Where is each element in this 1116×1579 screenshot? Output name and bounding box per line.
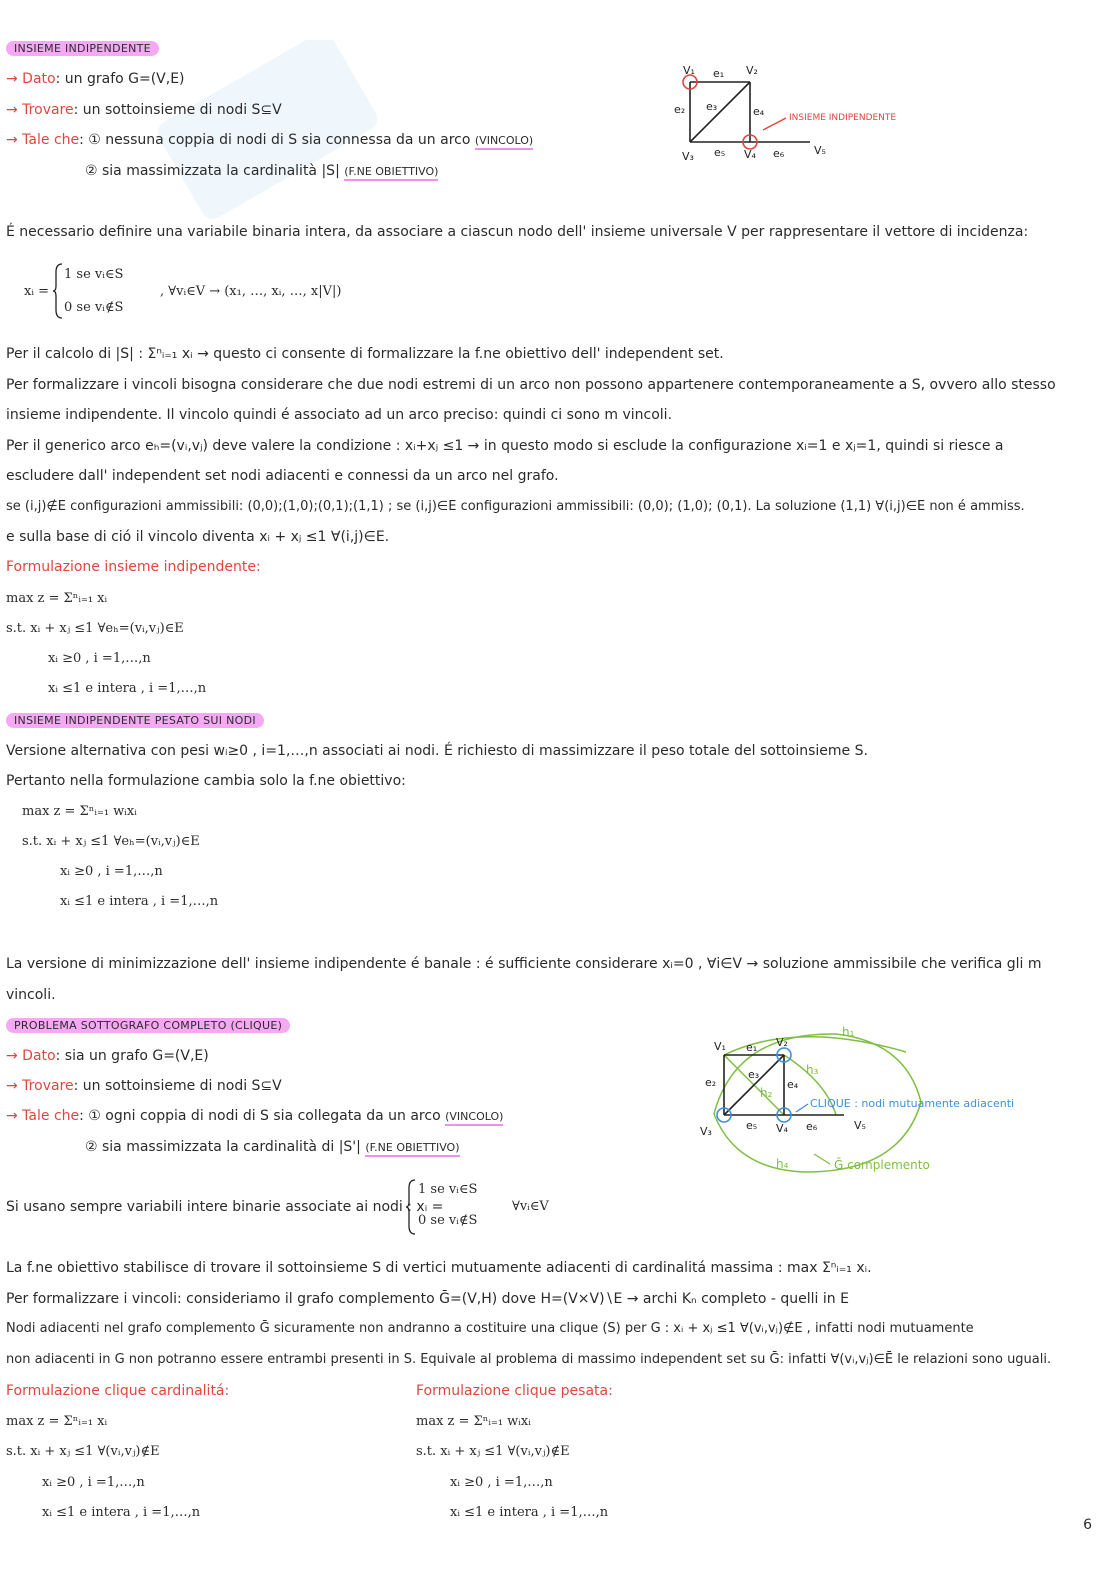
label-e5: e₅ [746, 1119, 758, 1132]
constraint-tag: (VINCOLO) [475, 134, 533, 150]
label-v1: V₁ [683, 64, 695, 77]
watermark [130, 40, 530, 220]
clique-case-not-in-set: 0 se vᵢ∉S [418, 1213, 478, 1228]
clique-objective-tag: (F.NE OBIETTIVO) [365, 1141, 459, 1157]
paragraph-minimization-2: vincoli. [6, 987, 56, 1003]
clique-such-that-line-1: → Tale che: ① ogni coppia di nodi di S sia collegata da un arco (VINCOLO) [6, 1108, 504, 1124]
clique-annotation-arrow [796, 1104, 808, 1112]
weighted-integrality: xᵢ ≤1 e intera , i =1,…,n [60, 894, 219, 909]
graph-clique [696, 1022, 1026, 1182]
clique-weighted-integrality: xᵢ ≤1 e intera , i =1,…,n [450, 1505, 609, 1520]
label-e3: e₃ [748, 1068, 760, 1081]
paragraph-minimization-1: La versione di minimizzazione dell' insieme indipendente é banale : é sufficiente considerare xᵢ=0 , ∀i∈V → soluzione ammissibile che verifica gli m [6, 956, 1042, 972]
label-h4: h₄ [776, 1157, 789, 1171]
formulation-objective: max z = Σⁿᵢ₌₁ xᵢ [6, 591, 108, 606]
label-v4: V₄ [776, 1122, 788, 1135]
clique-cardinality-integrality: xᵢ ≤1 e intera , i =1,…,n [42, 1505, 201, 1520]
paragraph-edge-condition-1: Per il generico arco eₕ=(vᵢ,vⱼ) deve valere la condizione : xᵢ+xⱼ ≤1 → in questo modo si esclude la configurazione xᵢ=1 e xⱼ=1, quindi si riesce a [6, 438, 1004, 454]
label-e6: e₆ [773, 147, 785, 160]
case-not-in-set: 0 se vᵢ∉S [64, 300, 124, 315]
paragraph-constraints-1: Per formalizzare i vincoli bisogna considerare che due nodi estremi di un arco non possono appartenere contemporaneamente a S, ovvero allo stesso [6, 377, 1056, 393]
section-title-weighted-independent-set: INSIEME INDIPENDENTE PESATO SUI NODI [6, 711, 264, 730]
clique-given-line: → Dato: sia un grafo G=(V,E) [6, 1048, 209, 1064]
label-h3: h₃ [806, 1063, 819, 1077]
page-number: 6 [1083, 1517, 1092, 1533]
label-e5: e₅ [714, 146, 726, 159]
formulation-title-clique-cardinality: Formulazione clique cardinalitá: [6, 1383, 230, 1399]
objective-tag: (F.NE OBIETTIVO) [344, 165, 438, 181]
clique-binary-variables: Si usano sempre variabili intere binarie associate ai nodi : xᵢ = [6, 1199, 444, 1215]
label-v4: V₄ [744, 148, 756, 161]
edge-e3 [690, 82, 750, 142]
formulation-integrality: xᵢ ≤1 e intera , i =1,…,n [48, 681, 207, 696]
clique-find-line: → Trovare: un sottoinsieme di nodi S⊆V [6, 1078, 282, 1094]
section-title-independent-set: INSIEME INDIPENDENTE [6, 39, 159, 58]
weighted-nonnegativity: xᵢ ≥0 , i =1,…,n [60, 864, 163, 879]
paragraph-configurations-1: se (i,j)∉E configurazioni ammissibili: (0,0);(1,0);(0,1);(1,1) ; se (i,j)∈E configurazioni ammissibili: (0,0); (1,0); (0,1). La soluzione (1,1) ∀(i,j)∈E non é ammiss. [6, 499, 1025, 514]
such-that-line-1: → Tale che: ① nessuna coppia di nodi di S sia connessa da un arco (VINCOLO) [6, 132, 534, 148]
clique-weighted-constraint: s.t. xᵢ + xⱼ ≤1 ∀(vᵢ,vⱼ)∉E [416, 1444, 570, 1459]
section-title-clique: PROBLEMA SOTTOGRAFO COMPLETO (CLIQUE) [6, 1016, 290, 1035]
complement-annotation-arrow [814, 1154, 830, 1164]
label-e4: e₄ [787, 1078, 799, 1091]
clique-cardinality-constraint: s.t. xᵢ + xⱼ ≤1 ∀(vᵢ,vⱼ)∉E [6, 1444, 160, 1459]
clique-constraint-tag: (VINCOLO) [445, 1110, 503, 1126]
formulation-title-independent-set: Formulazione insieme indipendente: [6, 559, 261, 575]
label-e1: e₁ [746, 1041, 758, 1054]
annotation-arrow [763, 118, 786, 130]
label-e4: e₄ [753, 105, 765, 118]
clique-cardinality-objective: max z = Σⁿᵢ₌₁ xᵢ [6, 1414, 108, 1429]
formulation-title-clique-weighted: Formulazione clique pesata: [416, 1383, 613, 1399]
given-line: → Dato: un grafo G=(V,E) [6, 71, 185, 87]
paragraph-complement-graph: Per formalizzare i vincoli: consideriamo il grafo complemento Ḡ=(V,H) dove H=(V×V)∖E → archi Kₙ completo - quelli in E [6, 1291, 849, 1307]
brace-icon [52, 262, 64, 320]
clique-annotation: CLIQUE : nodi mutuamente adiacenti [810, 1097, 1015, 1110]
annotation-independent-set: INSIEME INDIPENDENTE [789, 113, 897, 123]
label-e1: e₁ [713, 67, 725, 80]
weighted-constraint: s.t. xᵢ + xⱼ ≤1 ∀eₕ=(vᵢ,vⱼ)∈E [22, 834, 200, 849]
label-e2: e₂ [674, 103, 686, 116]
paragraph-cardinality: Per il calcolo di |S| : Σⁿᵢ₌₁ xᵢ → questo ci consente di formalizzare la f.ne obiettivo dell' independent set. [6, 346, 724, 362]
clique-brace-icon [405, 1178, 417, 1236]
paragraph-clique-constraints-1: Nodi adiacenti nel grafo complemento Ḡ sicuramente non andranno a costituire una clique (S) per G : xᵢ + xⱼ ≤1 ∀(vᵢ,vⱼ)∉E , infatti nodi mutuamente [6, 1321, 974, 1336]
clique-forall: ∀vᵢ∈V [512, 1199, 549, 1214]
clique-case-in-set: 1 se vᵢ∈S [418, 1182, 478, 1197]
formulation-nonnegativity: xᵢ ≥0 , i =1,…,n [48, 651, 151, 666]
graph-independent-set [668, 58, 928, 168]
complement-annotation: Ḡ complemento [834, 1158, 930, 1172]
label-v5: V₅ [854, 1119, 866, 1132]
label-v3: V₃ [682, 150, 694, 163]
such-that-line-2: ② sia massimizzata la cardinalità |S| (F.NE OBIETTIVO) [85, 163, 439, 179]
paragraph-binary-variable: É necessario definire una variabile binaria intera, da associare a ciascun nodo dell' insieme universale V per rappresentare il vettore di incidenza: [6, 224, 1029, 240]
label-v5: V₅ [814, 144, 826, 157]
paragraph-configurations-2: e sulla base di ció il vincolo diventa xᵢ + xⱼ ≤1 ∀(i,j)∈E. [6, 529, 390, 545]
label-e6: e₆ [806, 1120, 818, 1133]
label-v2: V₂ [776, 1036, 788, 1049]
find-line: → Trovare: un sottoinsieme di nodi S⊆V [6, 102, 282, 118]
label-v1: V₁ [714, 1040, 726, 1053]
label-e3: e₃ [706, 100, 718, 113]
paragraph-constraints-2: insieme indipendente. Il vincolo quindi é associato ad un arco preciso: quindi ci sono m vincoli. [6, 407, 673, 423]
label-e2: e₂ [705, 1076, 717, 1089]
paragraph-clique-objective: La f.ne obiettivo stabilisce di trovare il sottoinsieme S di vertici mutuamente adiacenti di cardinalitá massima : max Σⁿᵢ₌₁ xᵢ. [6, 1260, 872, 1276]
paragraph-weighted-version: Versione alternativa con pesi wᵢ≥0 , i=1,…,n associati ai nodi. É richiesto di massimizzare il peso totale del sottoinsieme S. [6, 743, 868, 759]
label-h2: h₂ [760, 1086, 773, 1100]
xi-lhs: xᵢ = [24, 284, 49, 299]
clique-such-that-line-2: ② sia massimizzata la cardinalità di |S'| (F.NE OBIETTIVO) [85, 1139, 460, 1155]
clique-weighted-nonnegativity: xᵢ ≥0 , i =1,…,n [450, 1475, 553, 1490]
label-v2: V₂ [746, 64, 758, 77]
clique-weighted-objective: max z = Σⁿᵢ₌₁ wᵢxᵢ [416, 1414, 531, 1429]
paragraph-edge-condition-2: escludere dall' independent set nodi adiacenti e connessi da un arco nel grafo. [6, 468, 559, 484]
paragraph-clique-constraints-2: non adiacenti in G non potranno essere entrambi presenti in S. Equivale al problema di massimo independent set su Ḡ: infatti ∀(vᵢ,vⱼ)∈Ē le relazioni sono uguali. [6, 1352, 1052, 1367]
weighted-objective: max z = Σⁿᵢ₌₁ wᵢxᵢ [22, 804, 137, 819]
case-in-set: 1 se vᵢ∈S [64, 267, 124, 282]
paragraph-weighted-objective: Pertanto nella formulazione cambia solo la f.ne obiettivo: [6, 773, 406, 789]
formulation-constraint: s.t. xᵢ + xⱼ ≤1 ∀eₕ=(vᵢ,vⱼ)∈E [6, 621, 184, 636]
label-v3: V₃ [700, 1125, 712, 1138]
incidence-vector: , ∀vᵢ∈V → (x₁, …, xᵢ, …, x|V|) [160, 284, 342, 299]
clique-cardinality-nonnegativity: xᵢ ≥0 , i =1,…,n [42, 1475, 145, 1490]
label-h1: h₁ [842, 1025, 855, 1039]
